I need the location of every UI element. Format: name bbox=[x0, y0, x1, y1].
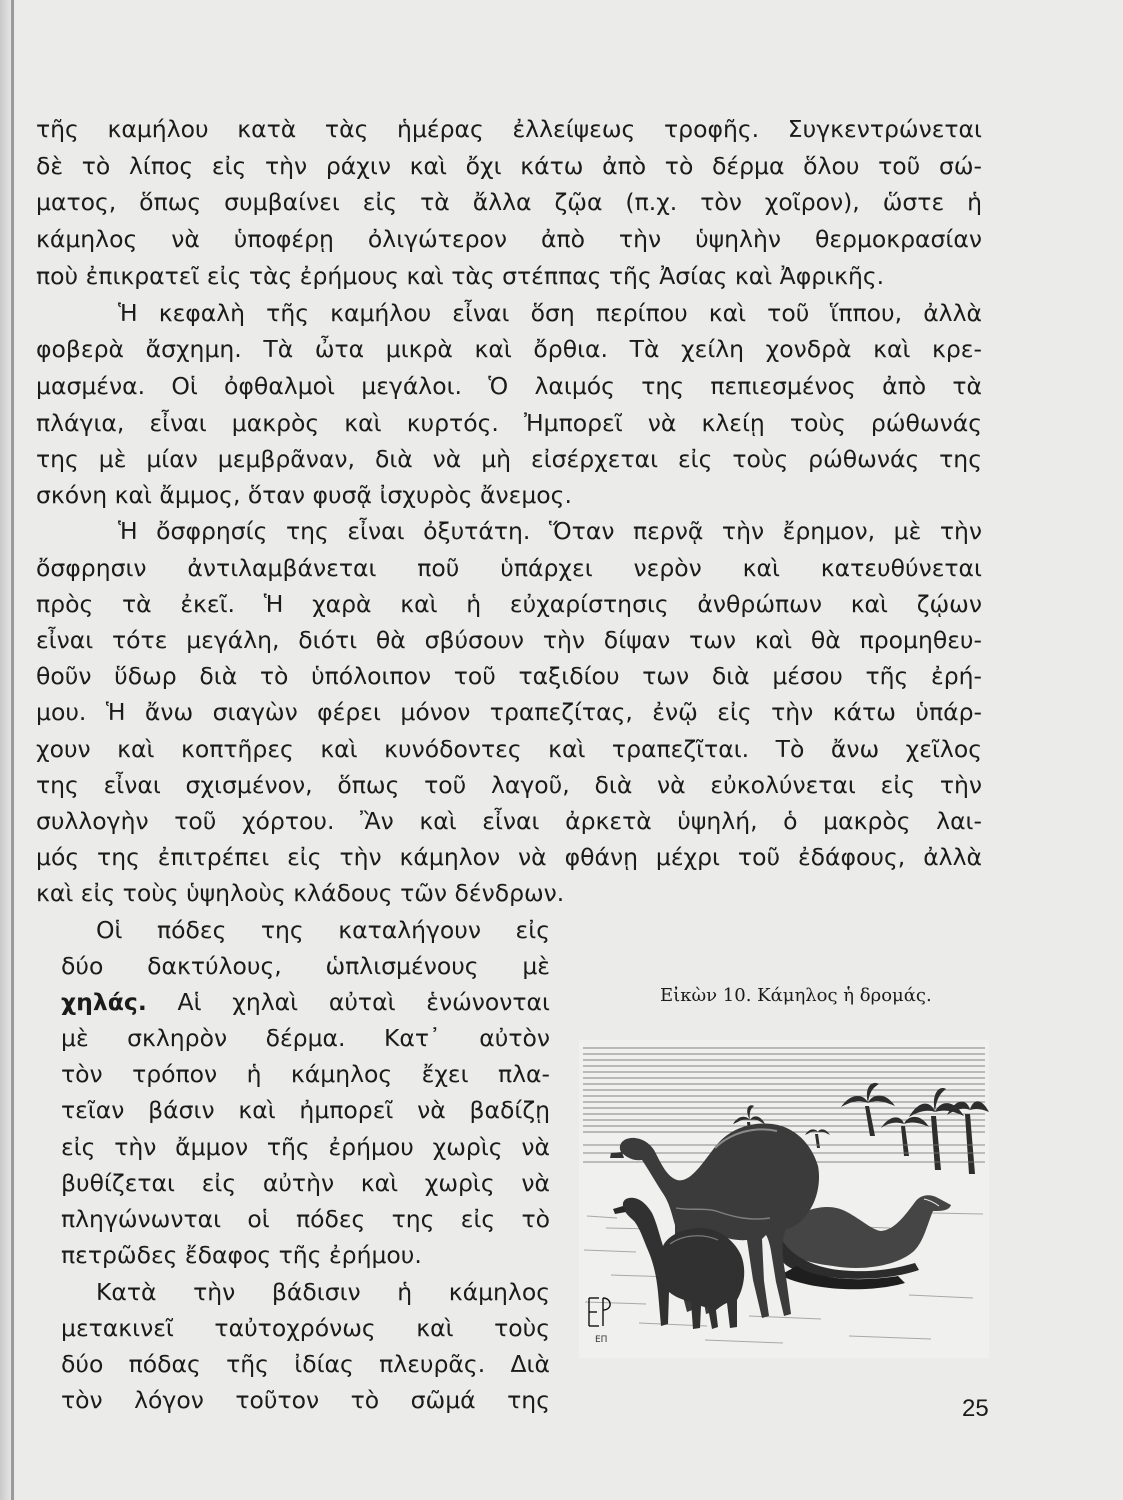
text-line: δύο δακτύλους, ὡπλισμένους μὲ bbox=[61, 952, 550, 980]
illustration-signature: ΕΠ bbox=[595, 1335, 608, 1345]
text-line bbox=[61, 984, 550, 1020]
text-line: συλλογὴν τοῦ χόρτου. Ἂν καὶ εἶναι ἀρκετὰ ὑψηλή, ὁ μακρὸς λαι- bbox=[36, 807, 982, 835]
text-line: μετακινεῖ ταὐτοχρόνως καὶ τοὺς bbox=[61, 1314, 550, 1342]
text-line: πρὸς τὰ ἐκεῖ. Ἡ χαρὰ καὶ ἡ εὐχαρίστησις ἀνθρώπων καὶ ζῴων bbox=[36, 590, 982, 618]
text-line: εἶναι τότε μεγάλη, διότι θὰ σβύσουν τὴν δίψαν των καὶ θὰ προμηθευ- bbox=[36, 626, 982, 654]
text-line: χουν καὶ κοπτῆρες καὶ κυνόδοντες καὶ τραπεζῖται. Τὸ ἄνω χεῖλος bbox=[36, 735, 982, 763]
figure-caption: Εἰκὼν 10. Κάμηλος ἡ δρομάς. bbox=[660, 985, 932, 1006]
text-line: Ἡ ὄσφρησίς της εἶναι ὀξυτάτη. Ὅταν περνᾷ τὴν ἔρημον, μὲ τὴν bbox=[118, 517, 982, 545]
text-line: τὸν τρόπον ἡ κάμηλος ἔχει πλα- bbox=[61, 1060, 550, 1088]
text-line: μὲ σκληρὸν δέρμα. Κατ᾽ αὐτὸν bbox=[61, 1024, 550, 1052]
text-line: πλάγια, εἶναι μακρὸς καὶ κυρτός. Ἠμπορεῖ νὰ κλείῃ τοὺς ρώθωνάς bbox=[36, 409, 982, 437]
text-line: ὄσφρησιν ἀντιλαμβάνεται ποῦ ὑπάρχει νερὸν καὶ κατευθύνεται bbox=[36, 554, 982, 582]
text-line: μός της ἐπιτρέπει εἰς τὴν κάμηλον νὰ φθάνῃ μέχρι τοῦ ἐδάφους, ἀλλὰ bbox=[36, 843, 982, 871]
text-line: καὶ εἰς τοὺς ὑψηλοὺς κλάδους τῶν δένδρων. bbox=[36, 879, 565, 907]
text-line: πετρῶδες ἔδαφος τῆς ἐρήμου. bbox=[61, 1241, 422, 1269]
text-line: κάμηλος νὰ ὑποφέρῃ ὀλιγώτερον ἀπὸ τὴν ὑψηλὴν θερμοκρασίαν bbox=[36, 225, 982, 253]
text-line: Κατὰ τὴν βάδισιν ἡ κάμηλος bbox=[96, 1278, 550, 1306]
text-line: τῆς καμήλου κατὰ τὰς ἡμέρας ἐλλείψεως τροφῆς. Συγκεντρώνεται bbox=[36, 115, 982, 143]
text-line: της μὲ μίαν μεμβρᾶναν, διὰ νὰ μὴ εἰσέρχεται εἰς τοὺς ρώθωνάς της bbox=[36, 445, 982, 473]
text-line: τεῖαν βάσιν καὶ ἠμπορεῖ νὰ βαδίζῃ bbox=[61, 1096, 550, 1124]
text-line: βυθίζεται εἰς αὐτὴν καὶ χωρὶς νὰ bbox=[61, 1169, 550, 1197]
text-line: τὸν λόγον τοῦτον τὸ σῶμά της bbox=[61, 1386, 550, 1414]
text-line: σκόνη καὶ ἄμμος, ὅταν φυσᾷ ἰσχυρὸς ἄνεμος. bbox=[36, 481, 572, 509]
camel-illustration bbox=[579, 1040, 989, 1358]
text-line-rest: Αἱ χηλαὶ αὐταὶ ἑνώνονται bbox=[177, 988, 550, 1016]
emphasis-term: χηλάς. bbox=[61, 988, 147, 1016]
text-line: φοβερὰ ἄσχημη. Τὰ ὦτα μικρὰ καὶ ὄρθια. Τὰ χείλη χονδρὰ καὶ κρε- bbox=[36, 335, 982, 363]
text-line: δὲ τὸ λίπος εἰς τὴν ράχιν καὶ ὄχι κάτω ἀπὸ τὸ δέρμα ὅλου τοῦ σώ- bbox=[36, 152, 982, 180]
camel-scene-drawing bbox=[579, 1040, 989, 1358]
text-line: ματος, ὅπως συμβαίνει εἰς τὰ ἄλλα ζῷα (π.χ. τὸν χοῖρον), ὥστε ἡ bbox=[36, 188, 982, 216]
text-line: Ἡ κεφαλὴ τῆς καμήλου εἶναι ὅση περίπου καὶ τοῦ ἵππου, ἀλλὰ bbox=[118, 299, 982, 327]
text-line: μασμένα. Οἱ ὀφθαλμοὶ μεγάλοι. Ὁ λαιμός της πεπιεσμένος ἀπὸ τὰ bbox=[36, 372, 982, 400]
text-line: πληγώνωνται οἱ πόδες της εἰς τὸ bbox=[61, 1205, 550, 1233]
text-line: θοῦν ὕδωρ διὰ τὸ ὑπόλοιπον τοῦ ταξιδίου των διὰ μέσου τῆς ἐρή- bbox=[36, 662, 982, 690]
text-line: εἰς τὴν ἄμμον τῆς ἐρήμου χωρὶς νὰ bbox=[61, 1133, 550, 1161]
text-line: Οἱ πόδες της καταλήγουν εἰς bbox=[96, 916, 550, 944]
page-number: 25 bbox=[962, 1395, 989, 1422]
text-line: μου. Ἡ ἄνω σιαγὼν φέρει μόνον τραπεζίτας, ἐνῷ εἰς τὴν κάτω ὑπάρ- bbox=[36, 698, 982, 726]
text-line: ποὺ ἐπικρατεῖ εἰς τὰς ἐρήμους καὶ τὰς στέππας τῆς Ἀσίας καὶ Ἀφρικῆς. bbox=[36, 262, 885, 290]
text-line: της εἶναι σχισμένον, ὅπως τοῦ λαγοῦ, διὰ νὰ εὐκολύνεται εἰς τὴν bbox=[36, 771, 982, 799]
text-line: δύο πόδας τῆς ἰδίας πλευρᾶς. Διὰ bbox=[61, 1350, 550, 1378]
binding-line bbox=[11, 0, 14, 1500]
